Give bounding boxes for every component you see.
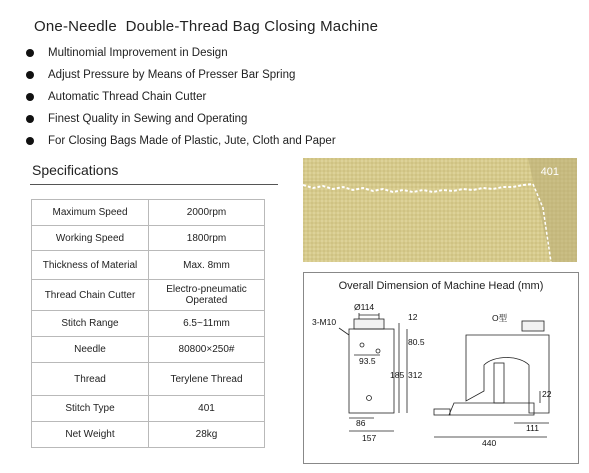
dim-label-114: Ø114 [354, 302, 375, 312]
fabric-texture [303, 158, 577, 262]
dim-label-93: 93.5 [359, 356, 376, 366]
page-title: One-Needle Double-Thread Bag Closing Machine [34, 18, 379, 35]
bullet-icon [26, 115, 34, 123]
spec-value: 401 [149, 396, 265, 422]
feature-item [26, 108, 336, 130]
table-row [32, 280, 265, 311]
table-row [32, 396, 265, 422]
bullet-icon [26, 49, 34, 57]
table-row [32, 226, 265, 251]
bullet-icon [26, 93, 34, 101]
spec-value: Max. 8mm [149, 251, 265, 280]
spec-value: 1800rpm [149, 226, 265, 251]
feature-list [26, 42, 336, 152]
dim-label-185: 185 [390, 370, 405, 380]
spec-value: 80800×250# [149, 337, 265, 363]
divider [30, 184, 278, 185]
specifications-table [31, 199, 265, 448]
fabric-sample-photo [303, 158, 577, 262]
side-spool [522, 321, 544, 331]
bullet-icon [26, 71, 34, 79]
o-type-label: O型 [492, 313, 508, 323]
dim-label-86: 86 [356, 418, 366, 428]
dim-label-80: 80.5 [408, 337, 425, 347]
machine-front-body [349, 329, 394, 413]
machine-drawing [304, 273, 578, 463]
feature-item [26, 130, 336, 152]
table-row [32, 311, 265, 337]
spec-label: Stitch Range [32, 311, 149, 337]
stitch-type-badge: 401 [540, 166, 559, 178]
feature-item [26, 64, 336, 86]
diagram-title: Overall Dimension of Machine Head (mm) [338, 280, 544, 292]
spec-label: Stitch Type [32, 396, 149, 422]
machine-base [449, 403, 534, 415]
spec-value: 2000rpm [149, 200, 265, 226]
machine-side-body [466, 335, 549, 413]
hole-icon [376, 349, 380, 353]
spool-top [354, 319, 384, 329]
spec-value: Terylene Thread [149, 363, 265, 396]
dimension-diagram [303, 272, 579, 464]
dim-label-157: 157 [362, 433, 377, 443]
feature-text: Multinomial Improvement in Design [48, 47, 228, 59]
spec-label: Working Speed [32, 226, 149, 251]
spec-label: Needle [32, 337, 149, 363]
dim-label-22: 22 [542, 389, 552, 399]
table-row [32, 200, 265, 226]
side-lever [434, 409, 450, 415]
feature-text: Finest Quality in Sewing and Operating [48, 113, 248, 125]
specifications-heading: Specifications [32, 162, 119, 178]
spec-value: 28kg [149, 422, 265, 448]
feature-text: Adjust Pressure by Means of Presser Bar Spring [48, 69, 296, 81]
table-row [32, 363, 265, 396]
dim-label-312: 312 [408, 370, 423, 380]
feature-text: Automatic Thread Chain Cutter [48, 91, 207, 103]
dim-label-111: 111 [526, 423, 539, 433]
needle-bar [494, 363, 504, 403]
hole-icon [360, 343, 364, 347]
bullet-icon [26, 137, 34, 145]
table-row [32, 422, 265, 448]
spec-value: 6.5~11mm [149, 311, 265, 337]
feature-item [26, 42, 336, 64]
dim-label-m10: 3-M10 [312, 317, 337, 327]
dim-label-12: 12 [408, 312, 418, 322]
spec-label: Thread Chain Cutter [32, 280, 149, 311]
spec-value: Electro-pneumatic Operated [149, 280, 265, 311]
needle-icon [367, 396, 372, 401]
spec-label: Net Weight [32, 422, 149, 448]
spec-label: Thickness of Material [32, 251, 149, 280]
spec-label: Thread [32, 363, 149, 396]
table-row [32, 251, 265, 280]
leader-line [339, 328, 349, 335]
feature-text: For Closing Bags Made of Plastic, Jute, Cloth and Paper [48, 135, 336, 147]
table-row [32, 337, 265, 363]
feature-item [26, 86, 336, 108]
dim-label-440: 440 [482, 438, 497, 448]
spec-label: Maximum Speed [32, 200, 149, 226]
